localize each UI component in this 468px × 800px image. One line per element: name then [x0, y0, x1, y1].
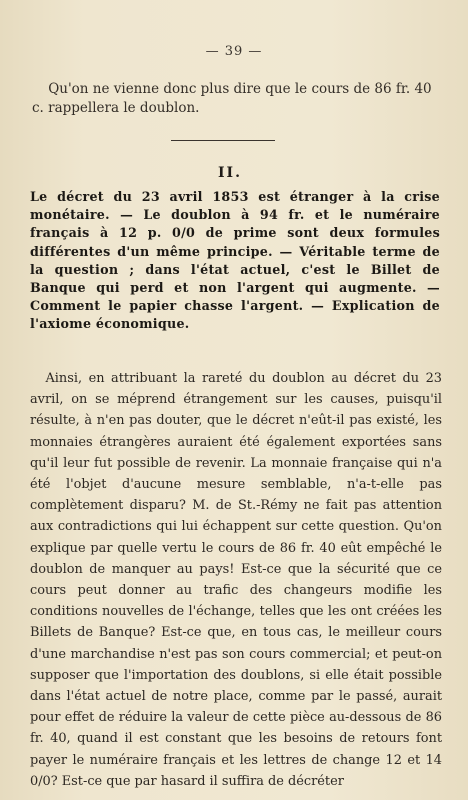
page-number: — 39 —: [205, 44, 263, 59]
section-summary: Le décret du 23 avril 1853 est étranger à la crise monétaire. — Le doublon à 94 fr. et le numéraire français à 12 p. 0/0 de prime sont deux formules différentes d'un même principe. — Véritable terme de la question ; dans l'état actuel, c'est le Billet de Banque qui perd et non l'argent qui augmente. — Comment le papier chasse l'argent. — Explication de l'axiome économique.: [30, 189, 440, 332]
section-number: II.: [218, 165, 242, 181]
intro-paragraph: Qu'on ne vienne donc plus dire que le cours de 86 fr. 40 c. rappellera le doublon.: [32, 81, 432, 116]
section-divider-rule: [171, 140, 275, 141]
body-paragraph: Ainsi, en attribuant la rareté du doublon au décret du 23 avril, on se méprend étrangement sur les causes, puisqu'il résulte, à n'en pas douter, que le décret n'eût-il pas existé, les monnaies étrangères auraient été également exportées sans qu'il leur fut possible de revenir. La monnaie française qui n'a été l'objet d'aucune mesure semblable, n'a-t-elle pas complètement disparu? M. de St.-Rémy ne fait pas attention aux contradictions qui lui échappent sur cette question. Qu'on explique par quelle vertu le cours de 86 fr. 40 eût empêché le doublon de manquer au pays! Est-ce que la sécurité que ce cours peut donner au trafic des changeurs modifie les conditions nouvelles de l'échange, telles que les ont créées les Billets de Banque? Est-ce que, en tous cas, le meilleur cours d'une marchandise n'est pas son cours commercial; et peut-on supposer que l'importation des doublons, si elle était possible dans l'état actuel de notre place, comme par le passé, aurait pour effet de réduire la valeur de cette pièce au-dessous de 86 fr. 40, quand il est constant que les besoins de retours font payer le numéraire français et les lettres de change 12 et 14 0/0? Est-ce que par hasard il suffira de décréter: [30, 371, 442, 789]
